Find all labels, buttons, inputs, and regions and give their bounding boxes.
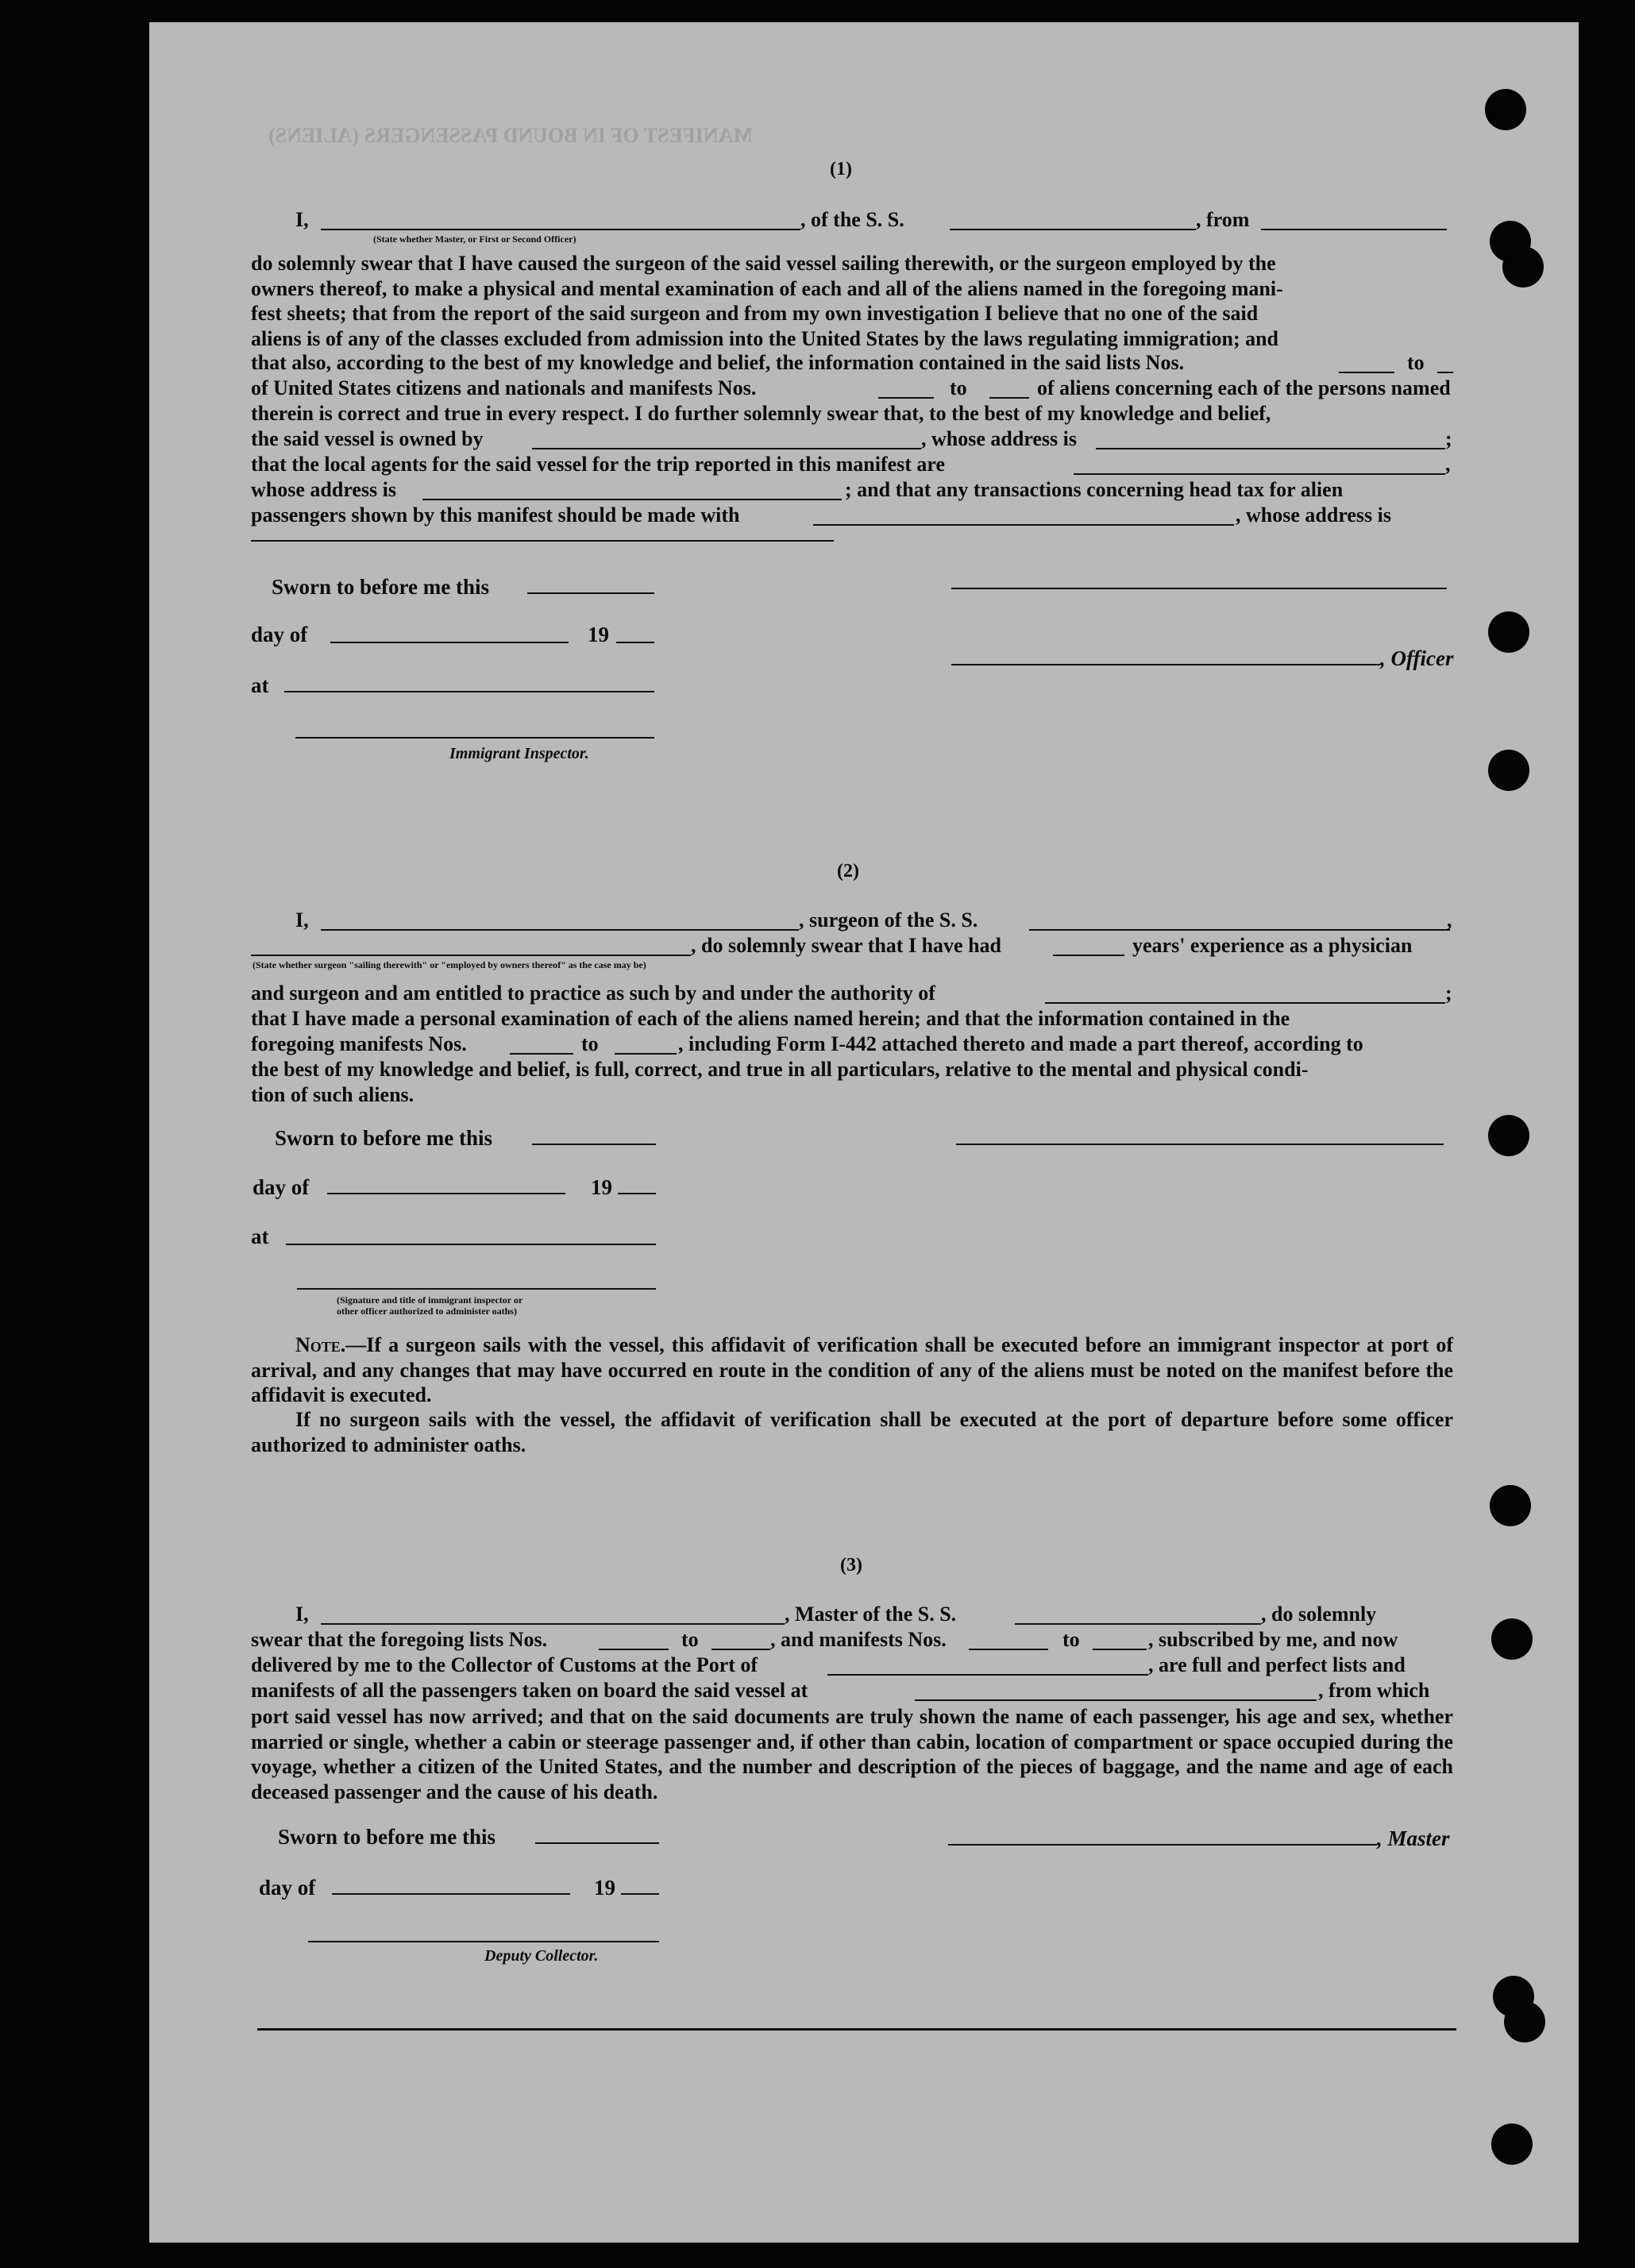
- punch-hole: [1504, 2001, 1545, 2042]
- of-ss-label: , of the S. S.: [800, 208, 904, 231]
- s3-day-of-field[interactable]: [332, 1893, 570, 1895]
- officer-signature-field[interactable]: [951, 588, 1447, 589]
- surgeon-signature-field[interactable]: [956, 1144, 1444, 1145]
- manifests-all-text: manifests of all the passengers taken on board the said vessel at: [251, 1679, 808, 1702]
- bleed-through-text: MANIFEST OF IN BOUND PASSENGERS (ALIENS): [268, 124, 753, 147]
- year-label: 19: [588, 623, 609, 646]
- year-field[interactable]: [616, 642, 654, 643]
- section-3-line2: [251, 1628, 1453, 1653]
- s2-manifests-to-field[interactable]: [615, 1053, 677, 1055]
- section-2-authority-line: [251, 982, 1453, 1007]
- vessel-name-field[interactable]: [950, 229, 1196, 230]
- agents-field[interactable]: [1074, 473, 1445, 475]
- officer-name-field[interactable]: [321, 229, 800, 230]
- sworn-date-field[interactable]: [527, 592, 654, 594]
- section-3-line3: [251, 1653, 1453, 1679]
- note2-text: If no surgeon sails with the vessel, the affidavit of verification shall be executed at the port of departure before some officer authorized to administer oaths.: [251, 1408, 1453, 1456]
- section-2-caption: (State whether surgeon "sailing therewith" or "employed by owners thereof" as the case may be): [253, 959, 646, 970]
- comma: ,: [1445, 453, 1451, 476]
- sworn-label: Sworn to before me this: [275, 1126, 492, 1150]
- authority-field[interactable]: [1045, 1002, 1445, 1004]
- head-tax-address-field[interactable]: [251, 540, 834, 542]
- punch-hole: [1488, 750, 1529, 791]
- lists-text: that also, according to the best of my knowledge and belief, the information contained in the said lists Nos.: [251, 351, 1185, 374]
- to-label: to: [1062, 1628, 1080, 1651]
- correct-text: therein is correct and true in every respect. I do further solemnly swear that, to the best of my knowledge and belief,: [251, 402, 1271, 425]
- note-paragraph: [251, 1333, 1453, 1408]
- note-label: Note.: [295, 1333, 346, 1356]
- lists-from-field[interactable]: [1339, 372, 1394, 373]
- section-2-manifests-line: [251, 1032, 1453, 1058]
- master-label: , Master: [1377, 1826, 1450, 1850]
- note-text: —If a surgeon sails with the vessel, this affidavit of verification shall be executed before an immigrant inspector at port of arrival, and any changes that may have occurred en route in the condition of any of the aliens must be noted on the manifest before the affidavit is executed.: [251, 1333, 1453, 1406]
- local-agents-label: that the local agents for the said vessel for the trip reported in this manifest are: [251, 453, 946, 476]
- officer-label: , Officer: [1380, 646, 1454, 670]
- punch-hole: [1502, 246, 1544, 287]
- do-solemnly-text: , do solemnly: [1261, 1603, 1377, 1626]
- form-page: [149, 22, 1579, 2243]
- lists-to-field[interactable]: [1437, 372, 1453, 373]
- section-2-line2: [251, 934, 1453, 959]
- section-1-passengers-line: [251, 503, 1453, 529]
- owner-field[interactable]: [532, 448, 921, 449]
- owned-by-label: the said vessel is owned by: [251, 427, 484, 450]
- authority-text: and surgeon and am entitled to practice as such by and under the authority of: [251, 982, 935, 1005]
- section-1-caption: (State whether Master, or First or Second Officer): [373, 233, 576, 245]
- full-perfect-text: , are full and perfect lists and: [1148, 1653, 1406, 1676]
- manifests-label: foregoing manifests Nos.: [251, 1032, 467, 1055]
- embarkation-field[interactable]: [915, 1699, 1317, 1701]
- section-3-line1: [251, 1603, 1453, 1628]
- punch-hole: [1488, 611, 1529, 653]
- surgeon-name-field[interactable]: [321, 929, 799, 931]
- year-label: 19: [591, 1175, 612, 1199]
- punch-hole: [1491, 2123, 1533, 2165]
- surgeon-vessel-field[interactable]: [1029, 929, 1450, 931]
- section-3-line4: [251, 1679, 1453, 1704]
- surgeon-status-field[interactable]: [251, 955, 691, 956]
- s3-lists-to-field[interactable]: [711, 1649, 770, 1650]
- s2-day-of-field[interactable]: [327, 1193, 565, 1194]
- sig-caption-2: other officer authorized to administer oaths): [337, 1306, 517, 1317]
- master-signature-field[interactable]: [948, 1844, 1377, 1846]
- inspector-label: Immigrant Inspector.: [449, 745, 589, 762]
- section-1-manifests-line: [251, 376, 1453, 402]
- semicolon: ;: [1445, 427, 1452, 450]
- s2-inspector-signature-field[interactable]: [297, 1288, 656, 1290]
- delivered-text: delivered by me to the Collector of Customs at the Port of: [251, 1653, 758, 1676]
- at-label: at: [251, 673, 269, 697]
- section-1-lists-line: [251, 351, 1453, 376]
- bottom-rule: [257, 2028, 1456, 2031]
- from-label: , from: [1196, 208, 1250, 231]
- semicolon: ;: [1445, 982, 1452, 1005]
- surgeon-of-label: , surgeon of the S. S.: [799, 908, 978, 932]
- s2-at-field[interactable]: [286, 1244, 656, 1245]
- s2-year-field[interactable]: [618, 1193, 656, 1194]
- from-port-field[interactable]: [1261, 229, 1447, 230]
- section-1-agents-line: [251, 453, 1453, 478]
- to-label: to: [681, 1628, 699, 1651]
- manifests-text: of United States citizens and nationals and manifests Nos.: [251, 376, 757, 399]
- s2-manifests-from-field[interactable]: [510, 1053, 573, 1055]
- whose-address-label: , whose address is: [1236, 503, 1392, 526]
- i-label: I,: [295, 1603, 309, 1626]
- at-label: at: [251, 1225, 269, 1248]
- punch-hole: [1488, 1115, 1529, 1156]
- s1-line: do solemnly swear that I have caused the surgeon of the said vessel sailing therewith, or the surgeon employed by the: [251, 252, 1276, 275]
- s1-line: aliens is of any of the classes excluded from admission into the United States by the laws regulating immigration; and: [251, 326, 1279, 350]
- years-field[interactable]: [1053, 955, 1124, 956]
- section-1-owned-line: [251, 427, 1453, 453]
- day-of-label: day of: [259, 1876, 316, 1900]
- day-of-label: day of: [251, 623, 308, 646]
- aliens-named-text: of aliens concerning each of the persons named: [1037, 376, 1451, 399]
- day-of-field[interactable]: [330, 642, 569, 643]
- section-3-number: (3): [840, 1555, 862, 1576]
- at-field[interactable]: [284, 691, 654, 692]
- years-text: years' experience as a physician: [1132, 934, 1413, 957]
- s3-year-field[interactable]: [621, 1893, 659, 1895]
- comma: ,: [1447, 908, 1452, 932]
- swear-text: , do solemnly swear that I have had: [691, 934, 1002, 957]
- section-1-agent-address-line: [251, 478, 1453, 503]
- whose-address-label: , whose address is: [921, 427, 1078, 450]
- examination-text: that I have made a personal examination of each of the aliens named herein; and that the information contained in the: [251, 1007, 1290, 1030]
- to-label: to: [1407, 351, 1425, 374]
- s1-line: fest sheets; that from the report of the said surgeon and from my own investigation I believe that no one of the said: [251, 302, 1259, 325]
- s1-line: owners thereof, to make a physical and mental examination of each and all of the aliens named in the foregoing mani-: [251, 276, 1283, 300]
- head-tax-text: ; and that any transactions concerning head tax for alien: [845, 478, 1344, 501]
- master-vessel-field[interactable]: [1015, 1623, 1261, 1625]
- sworn-label: Sworn to before me this: [272, 575, 489, 599]
- deputy-signature-field[interactable]: [308, 1941, 659, 1942]
- swear-lists-text: swear that the foregoing lists Nos.: [251, 1628, 548, 1651]
- section-1-body: [251, 251, 1453, 351]
- section-1-correct-line: [251, 402, 1453, 427]
- whose-address-label: whose address is: [251, 478, 397, 501]
- to-label: to: [581, 1032, 599, 1055]
- punch-hole: [1485, 89, 1526, 130]
- day-of-label: day of: [253, 1175, 310, 1199]
- punch-hole: [1491, 1618, 1533, 1660]
- manifests-from-field[interactable]: [878, 397, 934, 399]
- section-2-line1: [251, 908, 1453, 934]
- section-3-body: port said vessel has now arrived; and that on the said documents are truly shown the name of each passenger, his age and sex, whether married or single, whether a cabin or steerage passenger and, if other than cabin, location of compartment or space occupied during the voyage, whether a citizen of the United States, and the number and description of the pieces of baggage, and the name and age of each deceased passenger and the cause of his death.: [251, 1705, 1453, 1803]
- i-label: I,: [295, 908, 309, 932]
- sworn-label: Sworn to before me this: [278, 1825, 496, 1849]
- form-text: , including Form I-442 attached thereto and made a part thereof, according to: [678, 1032, 1363, 1055]
- section-2-body-line3: [251, 1083, 1453, 1109]
- s3-manifests-to-field[interactable]: [1093, 1649, 1147, 1650]
- officer-title-field[interactable]: [951, 664, 1380, 665]
- section-2-number: (2): [837, 861, 859, 881]
- s2-sworn-date-field[interactable]: [532, 1144, 656, 1145]
- knowledge-text: the best of my knowledge and belief, is full, correct, and true in all particulars, relative to the mental and physical condi-: [251, 1058, 1309, 1081]
- inspector-signature-field[interactable]: [295, 737, 654, 739]
- from-which-text: , from which: [1318, 1679, 1430, 1702]
- s3-lists-from-field[interactable]: [599, 1649, 669, 1650]
- s3-manifests-from-field[interactable]: [969, 1649, 1048, 1650]
- section-2-body-line: [251, 1007, 1453, 1032]
- to-label: to: [950, 376, 967, 399]
- agent-address-field[interactable]: [422, 499, 842, 500]
- section-1-line1: [251, 208, 1453, 233]
- sig-caption-1: (Signature and title of immigrant inspector or: [337, 1294, 523, 1306]
- owner-address-field[interactable]: [1096, 448, 1445, 449]
- aliens-text: tion of such aliens.: [251, 1083, 415, 1106]
- passengers-text: passengers shown by this manifest should be made with: [251, 503, 740, 526]
- master-name-field[interactable]: [321, 1623, 785, 1625]
- note-paragraph-2: [251, 1407, 1453, 1457]
- section-1-number: (1): [830, 159, 852, 179]
- punch-hole: [1490, 1485, 1531, 1526]
- head-tax-agent-field[interactable]: [813, 524, 1234, 526]
- port-field[interactable]: [827, 1674, 1148, 1676]
- master-of-label: , Master of the S. S.: [785, 1603, 957, 1626]
- and-manifests-text: , and manifests Nos.: [770, 1628, 947, 1651]
- i-label: I,: [295, 208, 309, 231]
- subscribed-text: , subscribed by me, and now: [1148, 1628, 1398, 1651]
- section-2-body-line2: [251, 1058, 1453, 1083]
- s3-sworn-date-field[interactable]: [535, 1842, 659, 1844]
- deputy-label: Deputy Collector.: [484, 1947, 599, 1965]
- manifests-to-field[interactable]: [989, 397, 1029, 399]
- year-label: 19: [594, 1876, 615, 1900]
